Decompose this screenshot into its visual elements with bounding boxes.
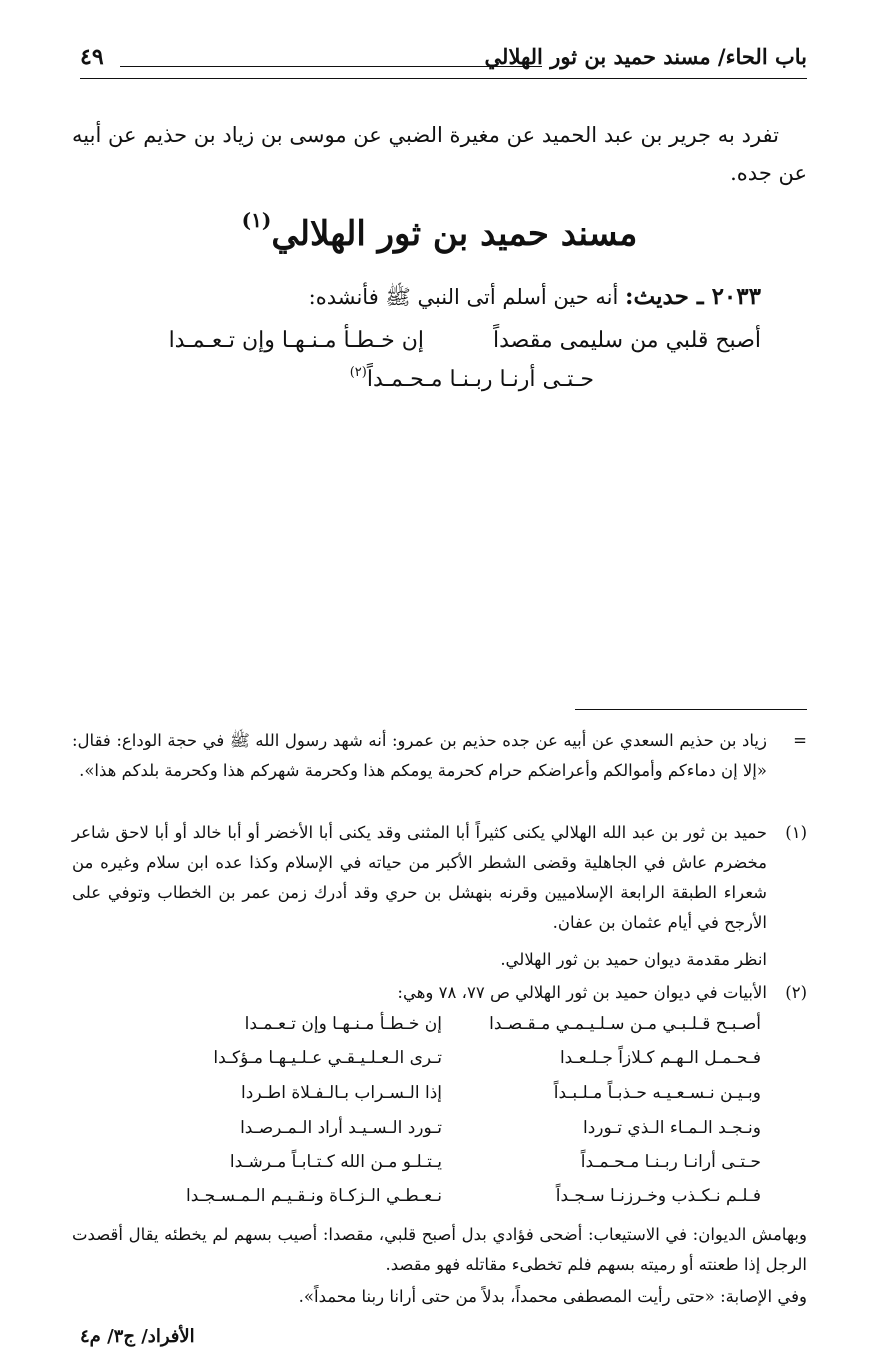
footnote-verse-right: فـحـمـل الـهـم كـلازاً جـلـعـدا bbox=[559, 1048, 761, 1068]
footnote-verse-left: تـرى الـعـلـيـقـي عـلـيـهـا مـؤكـدا bbox=[213, 1048, 442, 1068]
footnote-verse-right: فـلـم نـكـذب وخـرزنـا سـجـداً bbox=[555, 1186, 761, 1206]
header-underline bbox=[80, 78, 807, 79]
footnote-1-reference: انظر مقدمة ديوان حميد بن ثور الهلالي. bbox=[500, 950, 767, 969]
hadith-text: أنه حين أسلم أتى النبي ﷺ فأنشده: bbox=[308, 285, 619, 309]
verse-2 bbox=[350, 365, 594, 392]
signature-mark: الأفراد/ ج٣/ م٤ bbox=[80, 1326, 195, 1347]
margin-note: وبهامش الديوان: في الاستيعاب: أضحى فؤادي بدل أصبح قلبي، مقصدا: أصيب بسهم لم يخطئه يقال أقصدت الرجل إذا طعنته أو رميته بسهم فلم تخطىء مقاتله فهو مقصد. bbox=[72, 1225, 807, 1274]
verse-2-text: حـتـى أرنـا ربـنـا مـحـمـداً bbox=[366, 367, 594, 392]
footnote-2-marker: (٢) bbox=[785, 983, 807, 1002]
verse-1-second-hemistich: إن خـطـأ مـنـهـا وإن تـعـمـدا bbox=[168, 328, 424, 353]
footnote-verse-left: إذا الـسـراب بـالـفـلاة اطـردا bbox=[241, 1083, 442, 1103]
verse-2-note: (٢) bbox=[349, 365, 367, 380]
footnote-verse-right: أصـبـح قـلـبـي مـن سـلـيـمـي مـقـصـدا bbox=[489, 1014, 761, 1034]
footnote-verse-right: حـتـى أرانـا ربـنـا مـحـمـداً bbox=[580, 1152, 761, 1172]
footnote-verse-left: إن خـطـأ مـنـهـا وإن تـعـمـدا bbox=[244, 1014, 442, 1034]
footnote-verse-left: تـورد الـسـيـد أراد الـمـرصـدا bbox=[240, 1118, 442, 1138]
section-title bbox=[0, 208, 879, 254]
hadith-number: ٢٠٣٣ ـ حديث: bbox=[625, 283, 761, 310]
footnote-continuation bbox=[72, 726, 807, 786]
footnote-verse-left: نـعـطـي الـزكـاة ونـقـيـم الـمـسـجـدا bbox=[186, 1186, 442, 1206]
footnote-cont-text: زياد بن حذيم السعدي عن أبيه عن جده حذيم بن عمرو: أنه شهد رسول الله ﷺ في حجة الوداع: فقال: «إلا إن دماءكم وأموالكم وأعراضكم حرام كحرمة يومكم هذا وكحرمة شهركم هذا وكحرمة بلدكم هذا». bbox=[72, 731, 767, 780]
hadith-line bbox=[309, 283, 761, 315]
section-title-text: مسند حميد بن ثور الهلالي bbox=[271, 214, 638, 254]
footnote-rule bbox=[575, 709, 807, 710]
footnote-2-text: الأبيات في ديوان حميد بن ثور الهلالي ص ٧٧، ٧٨ وهي: bbox=[397, 983, 767, 1002]
running-title: باب الحاء/ مسند حميد بن ثور الهلالي bbox=[484, 44, 807, 69]
footnote-1-text: حميد بن ثور بن عبد الله الهلالي يكنى كثيراً أبا المثنى وقد يكنى أبا الأخضر أو أبا خالد أو أبا لاحق شاعر مخضرم عاش في الجاهلية وقضى الشطر الأكبر من حياته في الإسلام وكذا عده ابن سلام وغيره من شعراء الطبقة الرابعة الإسلاميين وقرنه بنهشل بن حري وقد أدرك زمن عمر بن الخطاب وتوفي على الأرجح في أيام عثمان بن عفان. bbox=[72, 823, 767, 932]
isaba-note: وفي الإصابة: «حتى رأيت المصطفى محمداً، بدلاً من حتى أرانا ربنا محمداً». bbox=[298, 1287, 807, 1306]
header-rule bbox=[120, 66, 542, 67]
footnote-1-marker: (١) bbox=[785, 823, 807, 842]
footnote-verse-right: وبـيـن نـسـعـيـه حـذبـاً مـلـبـداً bbox=[553, 1083, 761, 1103]
page-number: ٤٩ bbox=[80, 44, 104, 70]
verse-1-first-hemistich: أصبح قلبي من سليمى مقصداً bbox=[493, 328, 761, 353]
page-header bbox=[80, 42, 807, 78]
intro-paragraph: تفرد به جرير بن عبد الحميد عن مغيرة الضبي عن موسى بن زياد بن حذيم عن أبيه عن جده. bbox=[72, 123, 807, 185]
footnote-cont-marker: = bbox=[793, 731, 807, 750]
footnote-2 bbox=[72, 978, 807, 1008]
section-title-note: (١) bbox=[241, 208, 272, 232]
footnote-1 bbox=[72, 818, 807, 938]
footnote-verse-right: ونـجـد الـمـاء الـذي تـوردا bbox=[583, 1118, 761, 1138]
footnote-verse-left: يـتـلـو مـن الله كـتـابـاً مـرشـدا bbox=[229, 1152, 442, 1172]
